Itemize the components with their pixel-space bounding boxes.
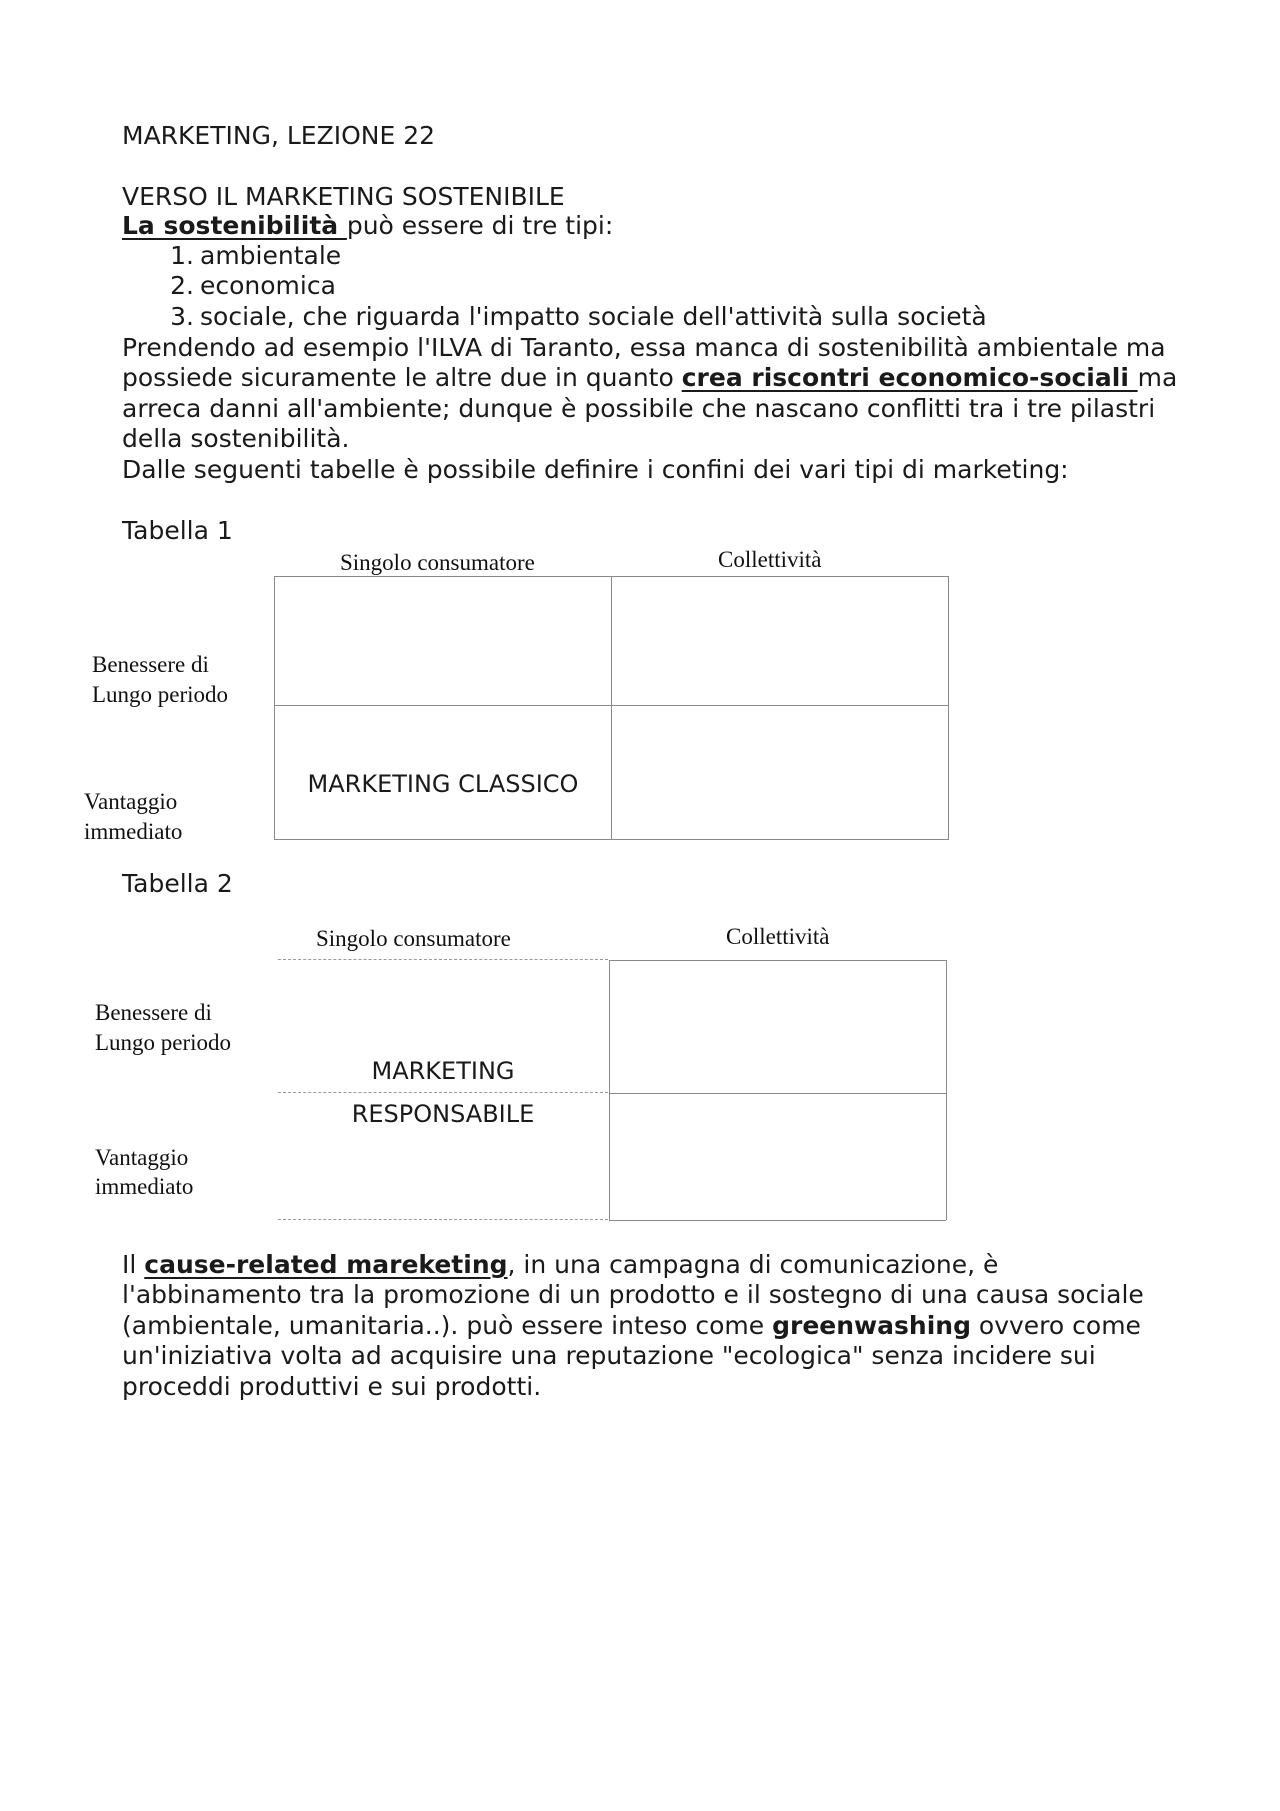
list-item bbox=[122, 302, 987, 332]
intro-rest: può essere di tre tipi: bbox=[346, 211, 614, 240]
list-text: ambientale bbox=[200, 241, 342, 270]
table2-dashed-bottom bbox=[278, 1219, 608, 1220]
table2-col-collettivita: Collettività bbox=[726, 924, 830, 949]
paragraph-tables-intro: Dalle seguenti tabelle è possibile definire i confini dei vari tipi di marketing: bbox=[122, 455, 1069, 484]
table2-label: Tabella 2 bbox=[122, 869, 233, 898]
table2-row-benessere-1: Benessere di bbox=[95, 1000, 212, 1025]
p1-text-a: Prendendo ad esempio l'ILVA di Taranto, essa manca di sostenibilità ambientale ma possiede sicuramente le altre due in quanto bbox=[122, 333, 1166, 393]
table2-right-border bbox=[946, 960, 947, 1220]
list-item bbox=[122, 241, 987, 271]
list-text: economica bbox=[200, 271, 336, 301]
document-title: MARKETING, LEZIONE 22 bbox=[122, 121, 436, 150]
list-item bbox=[122, 271, 987, 301]
table2-top-border bbox=[609, 960, 946, 961]
table1-row-benessere-2: Lungo periodo bbox=[92, 682, 229, 707]
table2-col-singolo: Singolo consumatore bbox=[316, 926, 511, 951]
p3-text-c: ovvero come un'iniziativa volta ad acquisire una reputazione "ecologica" senza incidere sui proceddi produttivi e sui prodotti. bbox=[122, 1310, 1141, 1401]
list-number: 1. bbox=[170, 241, 194, 270]
p1-text-b: ma arreca danni all'ambiente; dunque è possibile che nascano conflitti tra i tre pilastri della sostenibilità. bbox=[122, 363, 1178, 454]
p3-bold-term: cause-related mareketing bbox=[144, 1250, 508, 1279]
p1-bold: crea riscontri economico-sociali bbox=[681, 363, 1138, 393]
table1-cell-marketing-classico: MARKETING CLASSICO bbox=[307, 770, 579, 798]
list-text: sociale, che riguarda l'impatto sociale dell'attività sulla società bbox=[200, 301, 987, 331]
sustainability-types-list bbox=[122, 241, 987, 332]
intro-term: La sostenibilità bbox=[122, 211, 347, 240]
list-number: 3. bbox=[170, 301, 194, 331]
table2-dashed-mid bbox=[278, 1092, 608, 1093]
table2-row-benessere-2: Lungo periodo bbox=[95, 1030, 232, 1055]
table1-right-border bbox=[948, 576, 949, 839]
table1-row-vantaggio-2: immediato bbox=[84, 819, 183, 844]
table1-col-singolo: Singolo consumatore bbox=[340, 550, 535, 575]
table2-cell-marketing: MARKETING bbox=[371, 1057, 515, 1085]
list-number: 2. bbox=[170, 271, 194, 301]
table2-row-vantaggio-1: Vantaggio bbox=[95, 1145, 189, 1170]
table1-row-vantaggio-1: Vantaggio bbox=[84, 789, 178, 814]
table2-cell-responsabile: RESPONSABILE bbox=[351, 1100, 535, 1128]
p3-text-b: , in una campagna di comunicazione, è l'abbinamento tra la promozione di un prodotto e il sostegno di una causa sociale (ambientale, umanitaria..). può essere inteso come bbox=[122, 1250, 1144, 1340]
section-heading: VERSO IL MARKETING SOSTENIBILE bbox=[122, 182, 565, 211]
table2-mid-border bbox=[609, 1093, 946, 1094]
table1-bottom-border bbox=[274, 839, 949, 840]
table1-col-collettivita: Collettività bbox=[718, 547, 822, 572]
paragraph-cause-related bbox=[122, 1250, 1182, 1402]
table1-left-border bbox=[274, 576, 275, 839]
table2-row-vantaggio-2: immediato bbox=[95, 1174, 194, 1199]
table1-center-border bbox=[611, 576, 612, 839]
table2-dashed-top bbox=[278, 959, 608, 960]
p3-bold-greenwashing: greenwashing bbox=[772, 1310, 971, 1340]
paragraph-ilva bbox=[122, 333, 1182, 455]
table1-label: Tabella 1 bbox=[122, 516, 233, 545]
table1-row-benessere-1: Benessere di bbox=[92, 652, 209, 677]
intro-line bbox=[122, 211, 613, 241]
table2-center-border bbox=[609, 960, 610, 1220]
p3-text-a: Il bbox=[122, 1250, 145, 1279]
table2-bottom-border bbox=[609, 1220, 946, 1221]
